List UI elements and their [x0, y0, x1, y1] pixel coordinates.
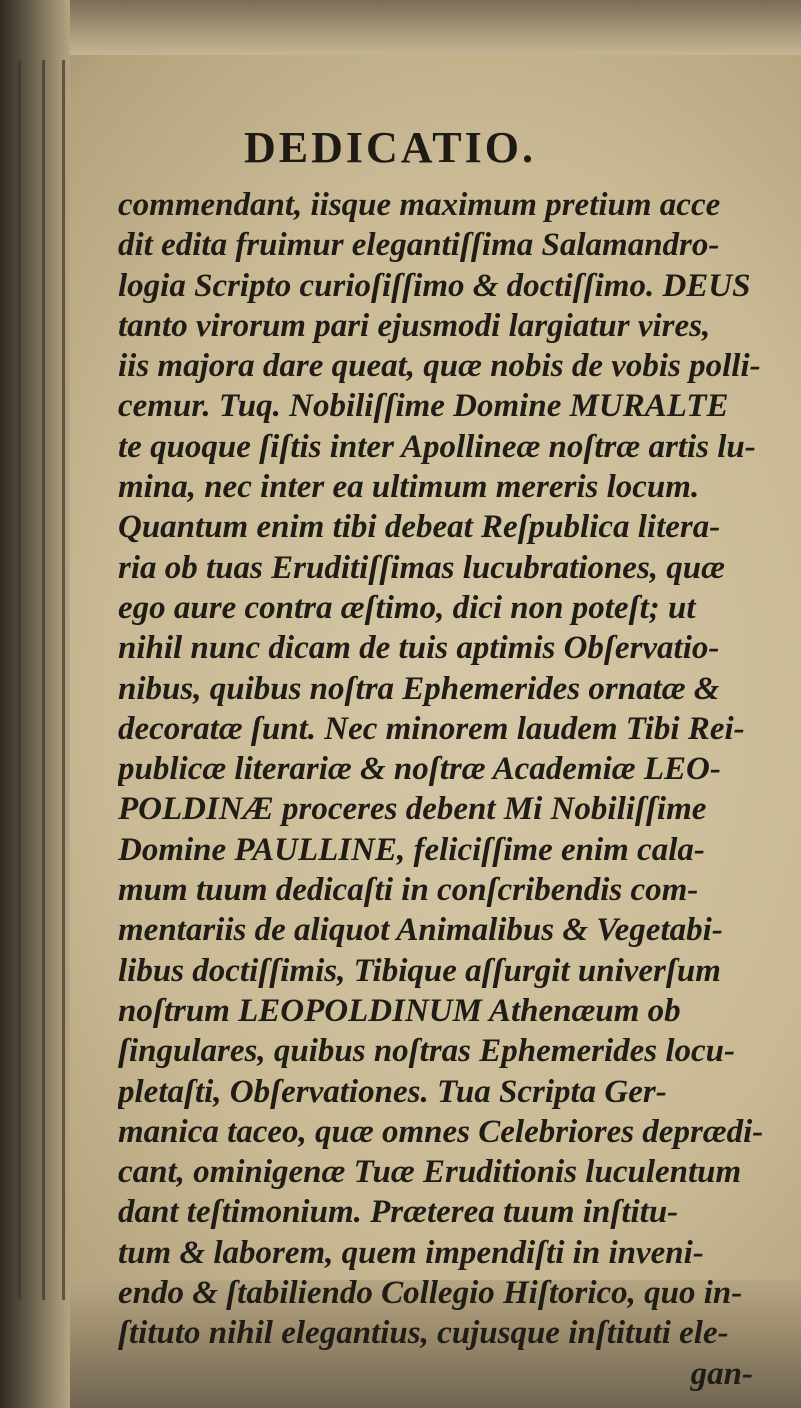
text-line: nihil nunc dicam de tuis aptimis Obſervatio-	[118, 630, 720, 667]
text-line: mina, nec inter ea ultimum mereris locum.	[118, 469, 700, 506]
text-line: noſtrum LEOPOLDINUM Athenæum ob	[118, 992, 681, 1029]
text-line: ego aure contra æſtimo, dici non poteſt; ut	[118, 589, 696, 626]
text-line: endo & ſtabiliendo Collegio Hiſtorico, quo in-	[118, 1275, 743, 1312]
gutter-fold-line	[62, 60, 65, 1300]
text-line: ſingulares, quibus noſtras Ephemerides locu-	[118, 1033, 736, 1070]
text-line: tanto virorum pari ejusmodi largiatur vires,	[118, 307, 711, 344]
text-line: POLDINÆ proceres debent Mi Nobiliſſime	[118, 791, 707, 828]
text-line: decoratæ ſunt. Nec minorem laudem Tibi Rei-	[118, 710, 745, 747]
text-line: Domine PAULLINE, feliciſſime enim cala-	[118, 831, 705, 868]
text-line: pletaſti, Obſervationes. Tua Scripta Ger-	[118, 1073, 667, 1110]
book-gutter	[0, 0, 70, 1408]
text-line: cemur. Tuq. Nobiliſſime Domine MURALTE	[118, 388, 729, 425]
text-line: manica taceo, quæ omnes Celebriores deprædi-	[118, 1113, 764, 1150]
body-text	[118, 185, 773, 1394]
text-line: cant, ominigenæ Tuæ Eruditionis luculentum	[118, 1154, 742, 1191]
text-line: libus doctiſſimis, Tibique aſſurgit univerſum	[118, 952, 721, 989]
gutter-fold-line	[18, 60, 21, 1300]
text-line: te quoque ſiſtis inter Apollineæ noſtræ artis lu-	[118, 428, 756, 465]
text-line: publicæ literariæ & noſtræ Academiæ LEO-	[118, 751, 721, 788]
text-line: iis majora dare queat, quæ nobis de vobis polli-	[118, 348, 761, 385]
text-line: commendant, iisque maximum pretium acce	[118, 187, 721, 223]
text-line: tum & laborem, quem impendiſti in inveni-	[118, 1234, 704, 1271]
text-line: mum tuum dedicaſti in conſcribendis com-	[118, 872, 699, 909]
text-line: nibus, quibus noſtra Ephemerides ornatæ &	[118, 670, 720, 707]
catchword: gan-	[690, 1355, 753, 1392]
text-line: dant teſtimonium. Præterea tuum inſtitu-	[118, 1194, 679, 1231]
page-top-edge	[0, 0, 801, 55]
gutter-fold-line	[42, 60, 45, 1300]
text-line: Quantum enim tibi debeat Reſpublica litera-	[118, 509, 721, 546]
text-line: ria ob tuas Eruditiſſimas lucubrationes, quæ	[118, 549, 725, 586]
running-header: DEDICATIO.	[243, 123, 536, 172]
text-line: logia Scripto curioſiſſimo & doctiſſimo. DEUS	[118, 267, 751, 304]
text-line: ſtituto nihil elegantius, cujusque inſtituti ele-	[118, 1315, 729, 1352]
text-line: mentariis de aliquot Animalibus & Vegetabi-	[118, 912, 723, 949]
text-line: dit edita fruimur elegantiſſima Salamandro-	[118, 227, 720, 264]
